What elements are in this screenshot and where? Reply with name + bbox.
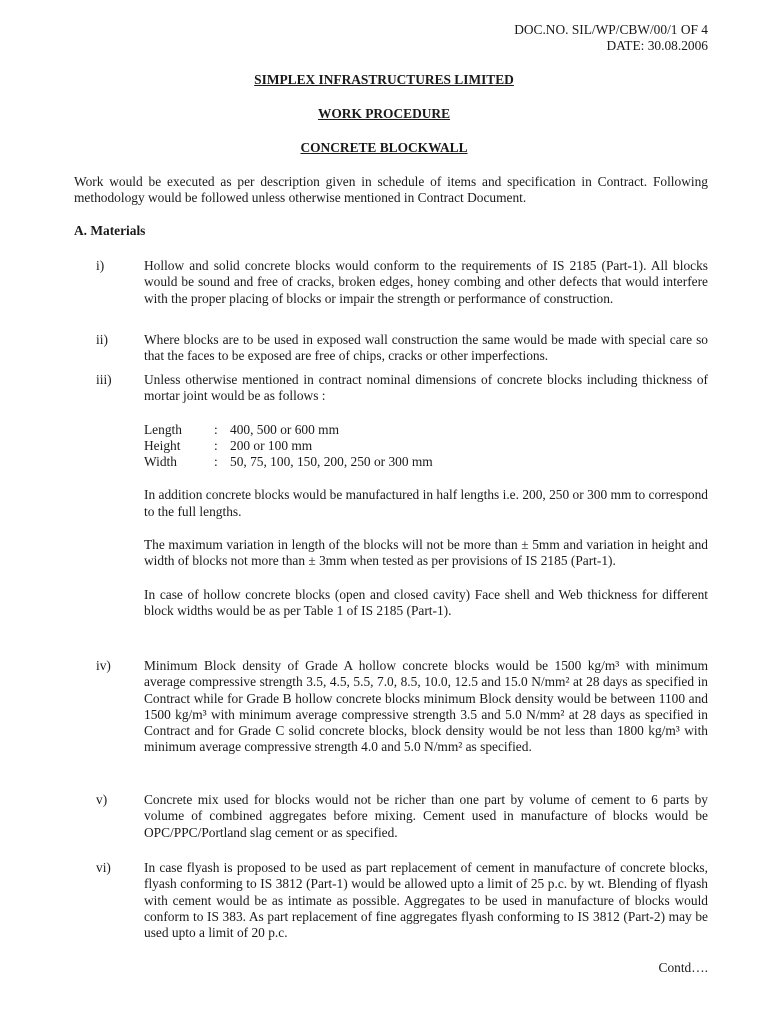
- item-number: v): [96, 792, 108, 807]
- doc-number: DOC.NO. SIL/WP/CBW/00/1 OF 4: [514, 22, 708, 37]
- item-number: ii): [96, 332, 108, 347]
- company-title: SIMPLEX INFRASTRUCTURES LIMITED: [254, 72, 514, 87]
- item-text: [144, 372, 708, 619]
- half-length-paragraph: In addition concrete blocks would be manufactured in half lengths i.e. 200, 250 or 300 mm to correspond to the full lengths.: [144, 487, 708, 519]
- item-number: iii): [96, 372, 112, 387]
- item-intro: Unless otherwise mentioned in contract nominal dimensions of concrete blocks including thickness of mortar joint would be as follows :: [144, 372, 708, 404]
- intro-paragraph: Work would be executed as per description given in schedule of items and specification in Contract. Following methodology would be followed unless otherwise mentioned in Contract Document.: [74, 174, 708, 206]
- item-text: In case flyash is proposed to be used as part replacement of cement in manufacture of concrete blocks, flyash conforming to IS 3812 (Part-1) would be allowed upto a limit of 25 p.c. by wt. Blending of flyash with cement would be as intimate as possible. Aggregates to be used in manufacture of blocks would conform to IS 383. As part replacement of fine aggregates flyash conforming to IS 3812 (Part-2) may be used upto a limit of 20 p.c.: [144, 860, 708, 941]
- procedure-title: WORK PROCEDURE: [317, 106, 451, 121]
- item-number: i): [96, 258, 105, 273]
- item-text: Concrete mix used for blocks would not be richer than one part by volume of cement to 6 parts by volume of combined aggregates before mixing. Cement used in manufacture of blocks would be OPC/PPC/Portland slag cement or as specified.: [144, 792, 708, 840]
- dimension-row-length: Length : 400, 500 or 600 mm: [144, 421, 339, 437]
- continued-note: Contd….: [658, 960, 708, 975]
- dimension-row-width: Width : 50, 75, 100, 150, 200, 250 or 300 mm: [144, 454, 433, 470]
- dimension-row-height: Height : 200 or 100 mm: [144, 437, 313, 453]
- item-number: iv): [96, 658, 111, 673]
- subject-title: CONCRETE BLOCKWALL: [300, 140, 468, 155]
- document-header: [514, 22, 708, 54]
- item-text: Where blocks are to be used in exposed wall construction the same would be made with special care so that the faces to be exposed are free of chips, cracks or other imperfections.: [144, 332, 708, 364]
- variation-paragraph: The maximum variation in length of the blocks will not be more than ± 5mm and variation in height and width of blocks not more than ± 3mm when tested as per provisions of IS 2185 (Part-1).: [144, 537, 708, 569]
- section-heading-materials: A. Materials: [74, 223, 146, 238]
- doc-date: DATE: 30.08.2006: [606, 38, 708, 53]
- hollow-blocks-paragraph: In case of hollow concrete blocks (open and closed cavity) Face shell and Web thickness for different block widths would be as per Table 1 of IS 2185 (Part-1).: [144, 586, 708, 618]
- item-text: Hollow and solid concrete blocks would conform to the requirements of IS 2185 (Part-1). All blocks would be sound and free of cracks, broken edges, honey combing and other defects that would interfere with the proper placing of blocks or impair the strength or performance of construction.: [144, 258, 708, 306]
- item-text: Minimum Block density of Grade A hollow concrete blocks would be 1500 kg/m³ with minimum average compressive strength 3.5, 4.5, 5.5, 7.0, 8.5, 10.0, 12.5 and 15.0 N/mm² at 28 days as specified in Contract while for Grade B hollow concrete blocks minimum Block density would be between 1100 and 1500 kg/m³ with minimum average compressive strength 3.5 and 5.0 N/mm² at 28 days as specified in Contract and for Grade C solid concrete blocks, block density would be not less than 1800 kg/m³ with minimum average compressive strength 4.0 and 5.0 N/mm² as specified.: [144, 658, 708, 755]
- item-number: vi): [96, 860, 111, 875]
